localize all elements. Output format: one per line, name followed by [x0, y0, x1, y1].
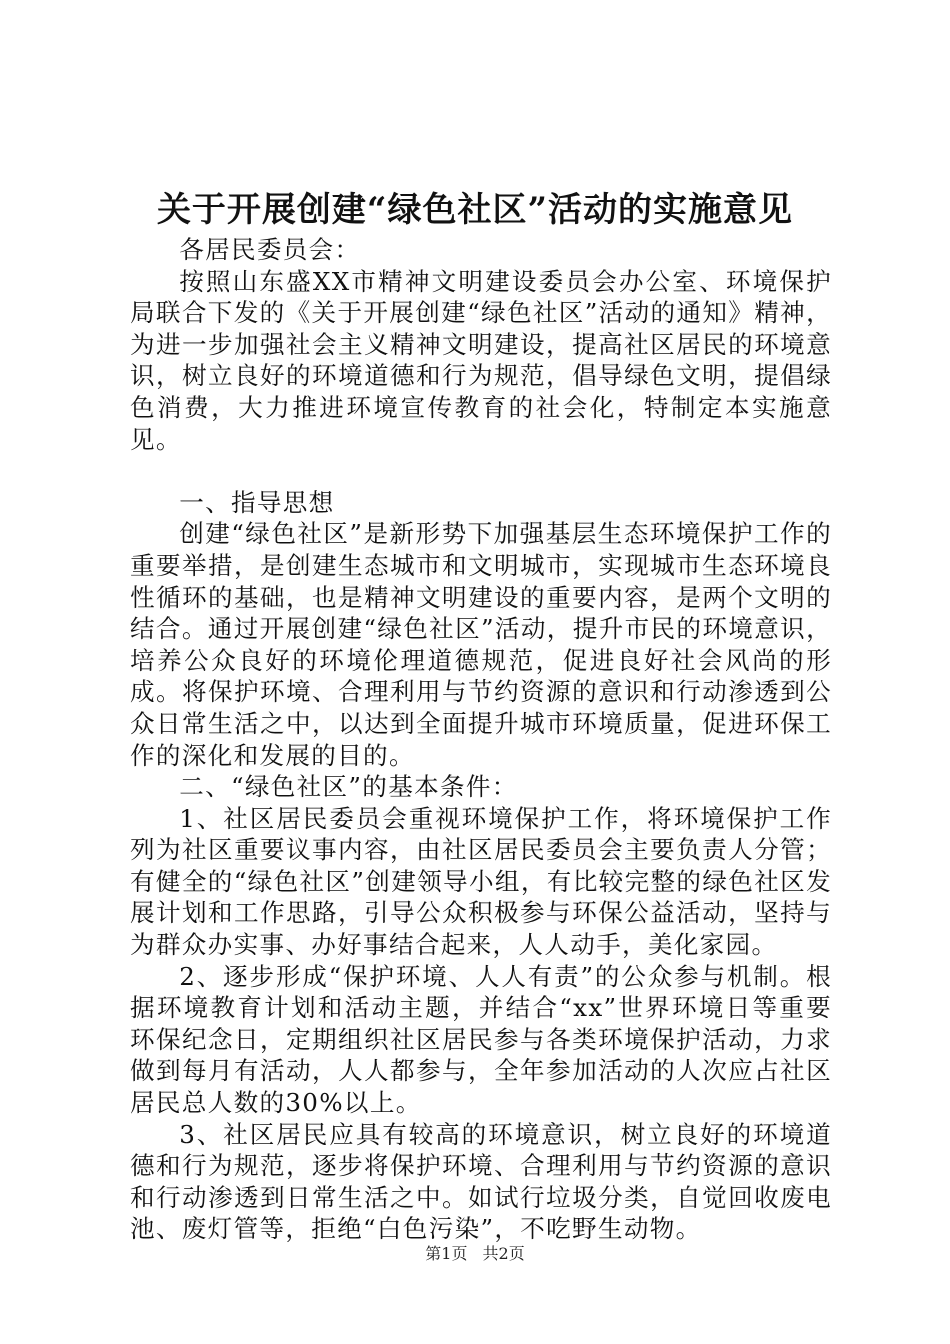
salutation: 各居民委员会：	[179, 235, 361, 264]
condition-item-3: 3、社区居民应具有较高的环境意识，树立良好的环境道德和行为规范，逐步将保护环境、合理利用与节约资源的意识和行动渗透到日常生活之中。如试行垃圾分类，自觉回收废电池、废灯管等，拒绝“白色污染”，不吃野生动物。	[130, 1119, 832, 1244]
intro-paragraph: 按照山东盛XX市精神文明建设委员会办公室、环境保护局联合下发的《关于开展创建“绿色社区”活动的通知》精神，为进一步加强社会主义精神文明建设，提高社区居民的环境意识，树立良好的环境道德和行为规范，倡导绿色文明，提倡绿色消费，大力推进环境宣传教育的社会化，特制定本实施意见。	[130, 266, 832, 454]
condition-item-1: 1、社区居民委员会重视环境保护工作，将环境保护工作列为社区重要议事内容，由社区居民委员会主要负责人分管；有健全的“绿色社区”创建领导小组，有比较完整的绿色社区发展计划和工作思路，引导公众积极参与环保公益活动，坚持与为群众办实事、办好事结合起来，人人动手，美化家园。	[130, 803, 832, 960]
section-heading-2: 二、“绿色社区”的基本条件：	[179, 772, 518, 802]
guiding-thought-paragraph: 创建“绿色社区”是新形势下加强基层生态环境保护工作的重要举措，是创建生态城市和文明城市，实现城市生态环境良性循环的基础，也是精神文明建设的重要内容，是两个文明的结合。通过开展创建“绿色社区”活动，提升市民的环境意识，培养公众良好的环境伦理道德规范，促进良好社会风尚的形成。将保护环境、合理利用与节约资源的意识和行动渗透到公众日常生活之中，以达到全面提升城市环境质量，促进环保工作的深化和发展的目的。	[130, 519, 832, 770]
condition-item-2: 2、逐步形成“保护环境、人人有责”的公众参与机制。根据环境教育计划和活动主题，并结合“xx”世界环境日等重要环保纪念日，定期组织社区居民参与各类环境保护活动，力求做到每月有活动，人人都参与，全年参加活动的人次应占社区居民总人数的30%以上。	[130, 961, 832, 1118]
document-title: 关于开展创建“绿色社区”活动的实施意见	[156, 190, 794, 230]
section-heading-1: 一、指导思想	[179, 487, 335, 517]
page-footer	[0, 1242, 950, 1266]
document-body	[130, 234, 832, 1245]
page-total: 共2页	[482, 1244, 525, 1263]
paragraph-spacer	[130, 455, 832, 487]
page-number: 第1页	[425, 1244, 468, 1263]
